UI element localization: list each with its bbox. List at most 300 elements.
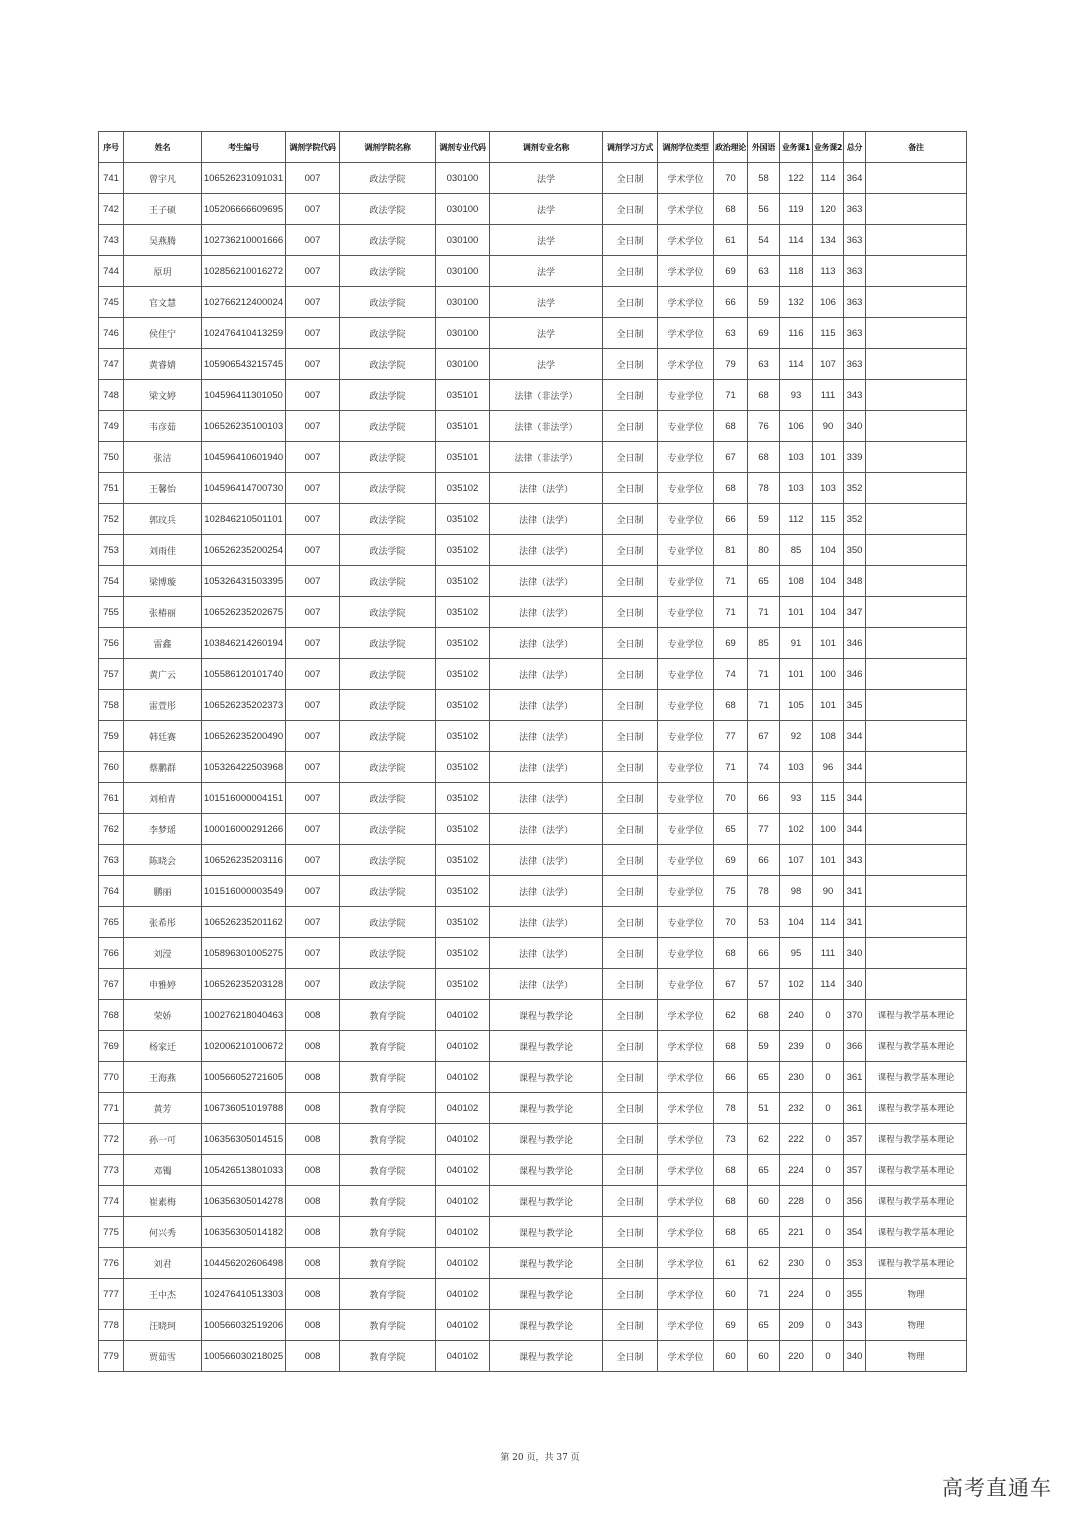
cell-college-code: 007	[286, 876, 340, 907]
cell-college-name: 教育学院	[340, 1031, 436, 1062]
cell-seq: 760	[99, 752, 124, 783]
cell-seq: 759	[99, 721, 124, 752]
cell-name: 邓镯	[124, 1155, 202, 1186]
cell-course-2: 111	[813, 938, 844, 969]
cell-college-name: 政法学院	[340, 969, 436, 1000]
cell-course-2: 103	[813, 473, 844, 504]
admission-table	[98, 131, 967, 1372]
cell-college-code: 007	[286, 628, 340, 659]
cell-major-code: 035102	[436, 566, 490, 597]
cell-politics: 62	[714, 1000, 748, 1031]
cell-total: 340	[844, 411, 866, 442]
cell-college-name: 政法学院	[340, 442, 436, 473]
cell-course-1: 220	[780, 1341, 813, 1372]
cell-foreign-language: 59	[748, 1031, 780, 1062]
table-header-row	[99, 132, 967, 163]
cell-foreign-language: 65	[748, 1155, 780, 1186]
cell-remark	[866, 163, 967, 194]
cell-course-1: 105	[780, 690, 813, 721]
cell-study-mode: 全日制	[603, 1341, 658, 1372]
table-row	[99, 1031, 967, 1062]
cell-college-name: 政法学院	[340, 814, 436, 845]
cell-exam-id: 106526235202373	[202, 690, 286, 721]
cell-politics: 68	[714, 411, 748, 442]
cell-exam-id: 104596411301050	[202, 380, 286, 411]
cell-degree-type: 学术学位	[658, 1186, 714, 1217]
cell-seq: 768	[99, 1000, 124, 1031]
cell-exam-id: 105906543215745	[202, 349, 286, 380]
cell-remark: 课程与教学基本理论	[866, 1062, 967, 1093]
cell-degree-type: 学术学位	[658, 1310, 714, 1341]
cell-college-code: 007	[286, 814, 340, 845]
cell-exam-id: 100566032519206	[202, 1310, 286, 1341]
cell-major-code: 035101	[436, 442, 490, 473]
cell-major-name: 课程与教学论	[490, 1186, 603, 1217]
cell-remark	[866, 504, 967, 535]
cell-course-1: 116	[780, 318, 813, 349]
cell-name: 蔡鹏群	[124, 752, 202, 783]
cell-politics: 81	[714, 535, 748, 566]
cell-college-name: 教育学院	[340, 1248, 436, 1279]
cell-exam-id: 106526235203116	[202, 845, 286, 876]
page-number: 第 20 页，共 37 页	[500, 1453, 580, 1463]
cell-remark	[866, 783, 967, 814]
cell-name: 王馨怡	[124, 473, 202, 504]
table-row	[99, 225, 967, 256]
cell-name: 贾茹雪	[124, 1341, 202, 1372]
cell-major-name: 法律（法学）	[490, 938, 603, 969]
cell-college-name: 教育学院	[340, 1279, 436, 1310]
cell-college-code: 008	[286, 1341, 340, 1372]
cell-major-name: 法学	[490, 256, 603, 287]
cell-course-2: 104	[813, 597, 844, 628]
cell-exam-id: 106526235202675	[202, 597, 286, 628]
cell-major-code: 035102	[436, 814, 490, 845]
cell-study-mode: 全日制	[603, 1310, 658, 1341]
cell-major-code: 040102	[436, 1155, 490, 1186]
cell-name: 何兴秀	[124, 1217, 202, 1248]
cell-college-code: 007	[286, 566, 340, 597]
cell-foreign-language: 85	[748, 628, 780, 659]
cell-exam-id: 106356305014182	[202, 1217, 286, 1248]
cell-politics: 69	[714, 1310, 748, 1341]
cell-major-name: 法律（法学）	[490, 907, 603, 938]
table-row	[99, 690, 967, 721]
cell-course-2: 0	[813, 1186, 844, 1217]
cell-name: 韦彦茹	[124, 411, 202, 442]
cell-study-mode: 全日制	[603, 752, 658, 783]
cell-remark	[866, 907, 967, 938]
table-row	[99, 1310, 967, 1341]
cell-major-code: 035102	[436, 504, 490, 535]
cell-seq: 767	[99, 969, 124, 1000]
cell-major-name: 课程与教学论	[490, 1217, 603, 1248]
cell-college-code: 008	[286, 1093, 340, 1124]
cell-major-name: 课程与教学论	[490, 1062, 603, 1093]
cell-study-mode: 全日制	[603, 194, 658, 225]
cell-course-2: 0	[813, 1341, 844, 1372]
cell-seq: 745	[99, 287, 124, 318]
cell-foreign-language: 71	[748, 1279, 780, 1310]
cell-study-mode: 全日制	[603, 783, 658, 814]
cell-course-1: 101	[780, 597, 813, 628]
cell-college-code: 008	[286, 1124, 340, 1155]
cell-college-code: 008	[286, 1062, 340, 1093]
cell-foreign-language: 66	[748, 938, 780, 969]
cell-foreign-language: 71	[748, 659, 780, 690]
cell-exam-id: 106736051019788	[202, 1093, 286, 1124]
cell-seq: 772	[99, 1124, 124, 1155]
cell-study-mode: 全日制	[603, 969, 658, 1000]
cell-major-code: 035102	[436, 907, 490, 938]
header-degree-type: 调剂学位类型	[658, 132, 714, 163]
cell-foreign-language: 65	[748, 566, 780, 597]
cell-college-name: 政法学院	[340, 411, 436, 442]
header-name: 姓名	[124, 132, 202, 163]
cell-study-mode: 全日制	[603, 1062, 658, 1093]
cell-course-1: 132	[780, 287, 813, 318]
cell-major-name: 法律（非法学）	[490, 411, 603, 442]
cell-foreign-language: 69	[748, 318, 780, 349]
cell-course-2: 0	[813, 1155, 844, 1186]
cell-total: 347	[844, 597, 866, 628]
cell-exam-id: 106526235100103	[202, 411, 286, 442]
cell-course-1: 118	[780, 256, 813, 287]
cell-course-2: 114	[813, 969, 844, 1000]
cell-foreign-language: 66	[748, 783, 780, 814]
cell-course-2: 114	[813, 163, 844, 194]
cell-study-mode: 全日制	[603, 566, 658, 597]
cell-politics: 68	[714, 1186, 748, 1217]
cell-total: 361	[844, 1093, 866, 1124]
cell-major-name: 法律（法学）	[490, 876, 603, 907]
cell-degree-type: 专业学位	[658, 938, 714, 969]
cell-major-code: 030100	[436, 318, 490, 349]
cell-exam-id: 105426513801033	[202, 1155, 286, 1186]
cell-total: 344	[844, 783, 866, 814]
cell-college-name: 政法学院	[340, 256, 436, 287]
cell-study-mode: 全日制	[603, 504, 658, 535]
cell-politics: 68	[714, 690, 748, 721]
cell-foreign-language: 57	[748, 969, 780, 1000]
table-row	[99, 194, 967, 225]
cell-college-name: 政法学院	[340, 566, 436, 597]
cell-study-mode: 全日制	[603, 1000, 658, 1031]
cell-degree-type: 学术学位	[658, 256, 714, 287]
cell-politics: 69	[714, 628, 748, 659]
cell-remark: 物理	[866, 1341, 967, 1372]
cell-politics: 69	[714, 256, 748, 287]
cell-course-2: 101	[813, 628, 844, 659]
cell-study-mode: 全日制	[603, 814, 658, 845]
cell-remark	[866, 194, 967, 225]
cell-course-2: 114	[813, 907, 844, 938]
cell-foreign-language: 54	[748, 225, 780, 256]
cell-politics: 68	[714, 1155, 748, 1186]
cell-politics: 71	[714, 566, 748, 597]
cell-exam-id: 105896301005275	[202, 938, 286, 969]
cell-major-name: 法学	[490, 194, 603, 225]
cell-major-code: 035102	[436, 535, 490, 566]
cell-college-code: 007	[286, 318, 340, 349]
cell-seq: 751	[99, 473, 124, 504]
cell-college-code: 007	[286, 721, 340, 752]
cell-foreign-language: 59	[748, 504, 780, 535]
cell-degree-type: 学术学位	[658, 225, 714, 256]
cell-exam-id: 102476410413259	[202, 318, 286, 349]
cell-name: 刘滢	[124, 938, 202, 969]
cell-politics: 69	[714, 845, 748, 876]
cell-course-2: 104	[813, 566, 844, 597]
cell-college-name: 政法学院	[340, 225, 436, 256]
cell-course-1: 107	[780, 845, 813, 876]
header-exam-id: 考生编号	[202, 132, 286, 163]
cell-college-code: 007	[286, 969, 340, 1000]
cell-total: 357	[844, 1124, 866, 1155]
cell-major-code: 030100	[436, 225, 490, 256]
cell-seq: 758	[99, 690, 124, 721]
cell-course-1: 209	[780, 1310, 813, 1341]
table-row	[99, 1093, 967, 1124]
cell-college-code: 007	[286, 349, 340, 380]
cell-study-mode: 全日制	[603, 845, 658, 876]
cell-major-name: 法律（非法学）	[490, 380, 603, 411]
cell-major-name: 法律（法学）	[490, 535, 603, 566]
cell-major-name: 法学	[490, 225, 603, 256]
cell-college-name: 政法学院	[340, 690, 436, 721]
cell-foreign-language: 80	[748, 535, 780, 566]
cell-name: 张洁	[124, 442, 202, 473]
cell-study-mode: 全日制	[603, 1093, 658, 1124]
cell-course-2: 120	[813, 194, 844, 225]
cell-total: 340	[844, 938, 866, 969]
cell-study-mode: 全日制	[603, 318, 658, 349]
cell-seq: 769	[99, 1031, 124, 1062]
cell-major-code: 030100	[436, 256, 490, 287]
cell-exam-id: 100566052721605	[202, 1062, 286, 1093]
table-row	[99, 1124, 967, 1155]
table-row	[99, 721, 967, 752]
cell-major-code: 035101	[436, 411, 490, 442]
cell-college-name: 政法学院	[340, 504, 436, 535]
cell-foreign-language: 71	[748, 597, 780, 628]
table-row	[99, 969, 967, 1000]
cell-college-code: 007	[286, 256, 340, 287]
cell-foreign-language: 78	[748, 876, 780, 907]
cell-name: 黄睿婧	[124, 349, 202, 380]
cell-course-1: 122	[780, 163, 813, 194]
cell-degree-type: 专业学位	[658, 969, 714, 1000]
cell-exam-id: 106526235203128	[202, 969, 286, 1000]
cell-politics: 68	[714, 194, 748, 225]
header-remark: 备注	[866, 132, 967, 163]
cell-total: 363	[844, 287, 866, 318]
cell-exam-id: 102856210016272	[202, 256, 286, 287]
cell-name: 黄芳	[124, 1093, 202, 1124]
cell-remark	[866, 535, 967, 566]
cell-college-code: 007	[286, 225, 340, 256]
cell-major-code: 035102	[436, 473, 490, 504]
cell-degree-type: 专业学位	[658, 783, 714, 814]
cell-major-code: 030100	[436, 163, 490, 194]
cell-name: 鹏丽	[124, 876, 202, 907]
cell-politics: 70	[714, 783, 748, 814]
cell-course-2: 90	[813, 411, 844, 442]
cell-study-mode: 全日制	[603, 721, 658, 752]
cell-course-1: 230	[780, 1062, 813, 1093]
cell-total: 343	[844, 1310, 866, 1341]
cell-course-1: 93	[780, 380, 813, 411]
cell-exam-id: 104456202606498	[202, 1248, 286, 1279]
cell-major-name: 法律（法学）	[490, 659, 603, 690]
cell-remark	[866, 318, 967, 349]
cell-college-name: 教育学院	[340, 1310, 436, 1341]
cell-remark	[866, 752, 967, 783]
cell-degree-type: 专业学位	[658, 535, 714, 566]
cell-course-2: 96	[813, 752, 844, 783]
cell-politics: 79	[714, 349, 748, 380]
cell-degree-type: 学术学位	[658, 349, 714, 380]
cell-college-code: 007	[286, 597, 340, 628]
cell-name: 张希彤	[124, 907, 202, 938]
cell-total: 346	[844, 659, 866, 690]
cell-politics: 71	[714, 597, 748, 628]
cell-study-mode: 全日制	[603, 628, 658, 659]
cell-foreign-language: 56	[748, 194, 780, 225]
cell-major-code: 030100	[436, 349, 490, 380]
cell-exam-id: 101516000003549	[202, 876, 286, 907]
watermark-text: 高考直通车	[942, 1476, 1052, 1500]
cell-study-mode: 全日制	[603, 690, 658, 721]
cell-course-2: 106	[813, 287, 844, 318]
cell-exam-id: 101516000004151	[202, 783, 286, 814]
cell-exam-id: 102766212400024	[202, 287, 286, 318]
cell-study-mode: 全日制	[603, 287, 658, 318]
cell-degree-type: 学术学位	[658, 1217, 714, 1248]
cell-course-2: 111	[813, 380, 844, 411]
cell-major-name: 课程与教学论	[490, 1000, 603, 1031]
table-row	[99, 1062, 967, 1093]
cell-study-mode: 全日制	[603, 163, 658, 194]
cell-exam-id: 105206666609695	[202, 194, 286, 225]
cell-course-2: 0	[813, 1124, 844, 1155]
cell-college-code: 008	[286, 1279, 340, 1310]
cell-total: 346	[844, 628, 866, 659]
cell-foreign-language: 65	[748, 1217, 780, 1248]
cell-major-code: 035102	[436, 845, 490, 876]
cell-total: 341	[844, 907, 866, 938]
cell-major-code: 035102	[436, 690, 490, 721]
cell-college-name: 教育学院	[340, 1186, 436, 1217]
cell-exam-id: 100276218040463	[202, 1000, 286, 1031]
cell-total: 343	[844, 380, 866, 411]
cell-major-code: 040102	[436, 1124, 490, 1155]
cell-major-code: 035102	[436, 597, 490, 628]
cell-degree-type: 学术学位	[658, 1155, 714, 1186]
cell-foreign-language: 53	[748, 907, 780, 938]
table-row	[99, 163, 967, 194]
cell-college-code: 007	[286, 411, 340, 442]
cell-name: 梁文婷	[124, 380, 202, 411]
cell-course-1: 85	[780, 535, 813, 566]
cell-major-code: 035101	[436, 380, 490, 411]
cell-study-mode: 全日制	[603, 349, 658, 380]
cell-total: 370	[844, 1000, 866, 1031]
cell-course-1: 98	[780, 876, 813, 907]
cell-course-2: 0	[813, 1248, 844, 1279]
cell-course-2: 101	[813, 690, 844, 721]
cell-politics: 73	[714, 1124, 748, 1155]
table-row	[99, 473, 967, 504]
cell-college-name: 政法学院	[340, 287, 436, 318]
cell-major-code: 040102	[436, 1000, 490, 1031]
cell-major-code: 035102	[436, 721, 490, 752]
cell-major-code: 040102	[436, 1248, 490, 1279]
cell-seq: 765	[99, 907, 124, 938]
cell-course-2: 115	[813, 783, 844, 814]
cell-remark	[866, 876, 967, 907]
cell-remark	[866, 597, 967, 628]
cell-major-code: 030100	[436, 194, 490, 225]
cell-major-code: 035102	[436, 628, 490, 659]
cell-study-mode: 全日制	[603, 597, 658, 628]
cell-remark	[866, 721, 967, 752]
cell-course-1: 106	[780, 411, 813, 442]
cell-name: 申雅婷	[124, 969, 202, 1000]
cell-major-name: 法律（法学）	[490, 473, 603, 504]
cell-exam-id: 102476410513303	[202, 1279, 286, 1310]
cell-seq: 764	[99, 876, 124, 907]
cell-college-name: 政法学院	[340, 721, 436, 752]
table-row	[99, 256, 967, 287]
cell-exam-id: 102846210501101	[202, 504, 286, 535]
table-row	[99, 349, 967, 380]
cell-college-name: 政法学院	[340, 194, 436, 225]
table-row	[99, 1341, 967, 1372]
cell-major-name: 课程与教学论	[490, 1279, 603, 1310]
cell-remark	[866, 566, 967, 597]
cell-degree-type: 学术学位	[658, 287, 714, 318]
cell-name: 郭玟兵	[124, 504, 202, 535]
cell-college-name: 政法学院	[340, 473, 436, 504]
table-row	[99, 938, 967, 969]
cell-degree-type: 专业学位	[658, 876, 714, 907]
cell-degree-type: 专业学位	[658, 721, 714, 752]
cell-study-mode: 全日制	[603, 659, 658, 690]
cell-course-1: 222	[780, 1124, 813, 1155]
cell-college-code: 007	[286, 938, 340, 969]
cell-total: 350	[844, 535, 866, 566]
cell-college-name: 政法学院	[340, 907, 436, 938]
cell-college-code: 008	[286, 1186, 340, 1217]
cell-total: 344	[844, 814, 866, 845]
table-row	[99, 814, 967, 845]
cell-college-code: 007	[286, 752, 340, 783]
cell-total: 348	[844, 566, 866, 597]
cell-college-code: 007	[286, 783, 340, 814]
cell-course-2: 0	[813, 1279, 844, 1310]
cell-major-name: 法律（法学）	[490, 690, 603, 721]
cell-major-name: 法律（法学）	[490, 814, 603, 845]
table-body	[99, 163, 967, 1372]
cell-college-name: 教育学院	[340, 1093, 436, 1124]
cell-remark	[866, 628, 967, 659]
table-row	[99, 504, 967, 535]
cell-exam-id: 105586120101740	[202, 659, 286, 690]
cell-college-code: 007	[286, 535, 340, 566]
cell-remark: 课程与教学基本理论	[866, 1124, 967, 1155]
table-row	[99, 1217, 967, 1248]
